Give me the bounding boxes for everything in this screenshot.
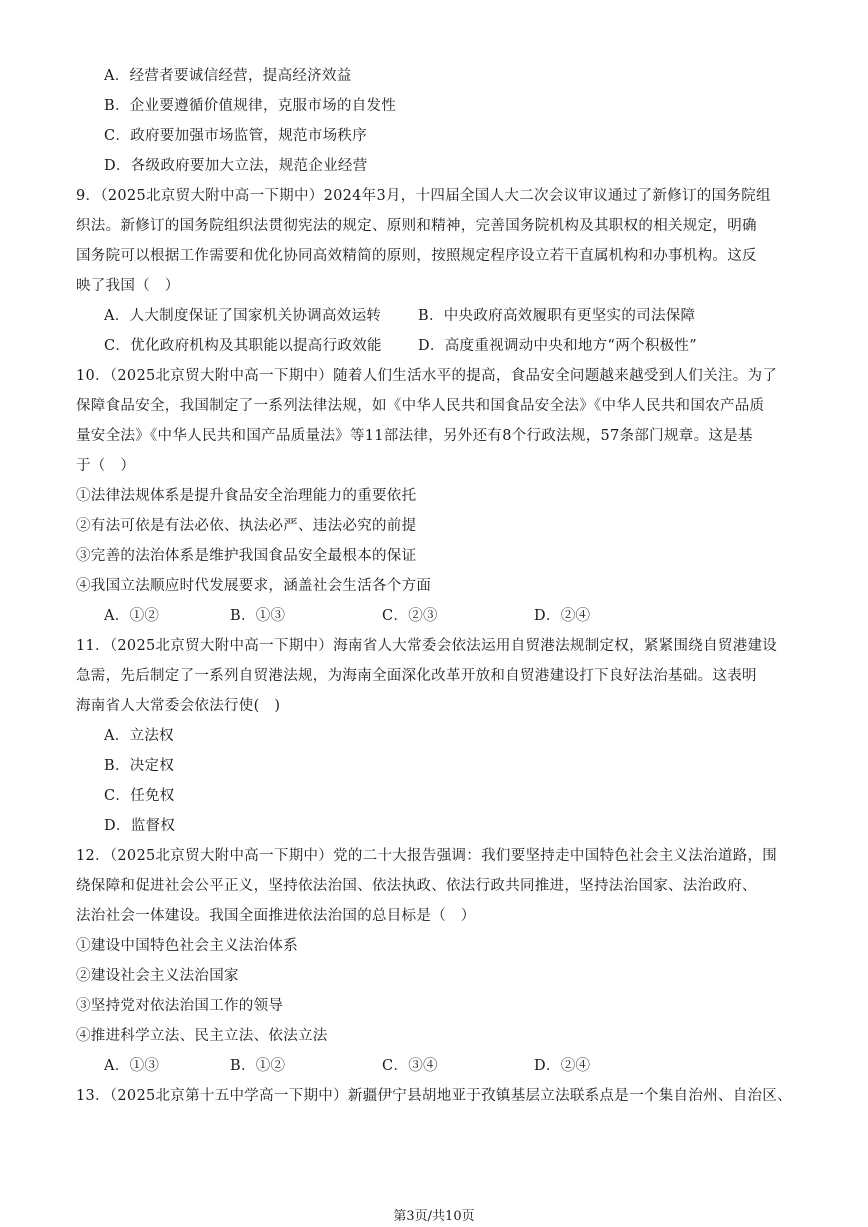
option-c: C．任免权	[104, 788, 175, 804]
question-text: 海南省人大常委会依法行使( )	[76, 698, 281, 714]
question-text: 织法。新修订的国务院组织法贯彻宪法的规定、原则和精神，完善国务院机构及其职权的相关规定，明确	[76, 218, 757, 234]
question-text: 12．（2025北京贸大附中高一下期中）党的二十大报告强调：我们要坚持走中国特色社会主义法治道路，围	[76, 848, 778, 864]
option-b: B．①②	[230, 1058, 286, 1074]
question-text: 13．（2025北京第十五中学高一下期中）新疆伊宁县胡地亚于孜镇基层立法联系点是一个集自治州、自治区、	[76, 1088, 792, 1104]
option-c: C．政府要加强市场监管，规范市场秩序	[104, 128, 367, 144]
statement-2: ②有法可依是有法必依、执法必严、违法必究的前提	[76, 518, 417, 534]
question-text: 国务院可以根据工作需要和优化协同高效精简的原则，按照规定程序设立若干直属机构和办事机构。这反	[76, 248, 757, 264]
question-text: 11．（2025北京贸大附中高一下期中）海南省人大常委会依法运用自贸港法规制定权，紧紧围绕自贸港建设	[76, 638, 778, 654]
option-b: B．决定权	[104, 758, 175, 774]
question-text: 急需，先后制定了一系列自贸港法规，为海南全面深化改革开放和自贸港建设打下良好法治基础。这表明	[76, 668, 757, 684]
question-text: 于（ ）	[76, 458, 136, 474]
statement-3: ③完善的法治体系是维护我国食品安全最根本的保证	[76, 548, 417, 564]
statement-1: ①建设中国特色社会主义法治体系	[76, 938, 298, 954]
option-a: A．立法权	[104, 728, 174, 744]
option-b: B．①③	[230, 608, 286, 624]
option-c: C．优化政府机构及其职能以提高行政效能	[104, 338, 382, 354]
statement-2: ②建设社会主义法治国家	[76, 968, 239, 984]
option-c: C．②③	[382, 608, 438, 624]
option-a: A．人大制度保证了国家机关协调高效运转	[104, 308, 382, 324]
page-number: 第3页/共10页	[393, 1209, 475, 1224]
option-a: A．经营者要诚信经营，提高经济效益	[104, 68, 352, 84]
option-d: D．②④	[534, 608, 591, 624]
question-text: 绕保障和促进社会公平正义，坚持依法治国、依法执政、依法行政共同推进，坚持法治国家、法治政府、	[76, 878, 757, 894]
option-b: B．企业要遵循价值规律，克服市场的自发性	[104, 98, 397, 114]
option-d: D．监督权	[104, 818, 176, 834]
statement-3: ③坚持党对依法治国工作的领导	[76, 998, 284, 1014]
question-text: 保障食品安全，我国制定了一系列法律法规，如《中华人民共和国食品安全法》《中华人民共和国农产品质	[76, 398, 765, 414]
question-text: 10．（2025北京贸大附中高一下期中）随着人们生活水平的提高，食品安全问题越来越受到人们关注。为了	[76, 368, 778, 384]
statement-4: ④推进科学立法、民主立法、依法立法	[76, 1028, 328, 1044]
option-a: A．①③	[104, 1058, 160, 1074]
question-text: 量安全法》《中华人民共和国产品质量法》等11部法律，另外还有8个行政法规，57条部门规章。这是基	[76, 428, 753, 444]
statement-4: ④我国立法顺应时代发展要求，涵盖社会生活各个方面	[76, 578, 432, 594]
option-d: D．②④	[534, 1058, 591, 1074]
option-d: D．高度重视调动中央和地方“两个积极性”	[418, 338, 697, 354]
option-a: A．①②	[104, 608, 160, 624]
statement-1: ①法律法规体系是提升食品安全治理能力的重要依托	[76, 488, 417, 504]
option-c: C．③④	[382, 1058, 438, 1074]
option-b: B．中央政府高效履职有更坚实的司法保障	[418, 308, 696, 324]
option-d: D．各级政府要加大立法，规范企业经营	[104, 158, 368, 174]
question-text: 法治社会一体建设。我国全面推进依法治国的总目标是（ ）	[76, 908, 476, 924]
question-text: 映了我国（ ）	[76, 278, 180, 294]
question-text: 9．（2025北京贸大附中高一下期中）2024年3月，十四届全国人大二次会议审议通过了新修订的国务院组	[76, 188, 771, 204]
